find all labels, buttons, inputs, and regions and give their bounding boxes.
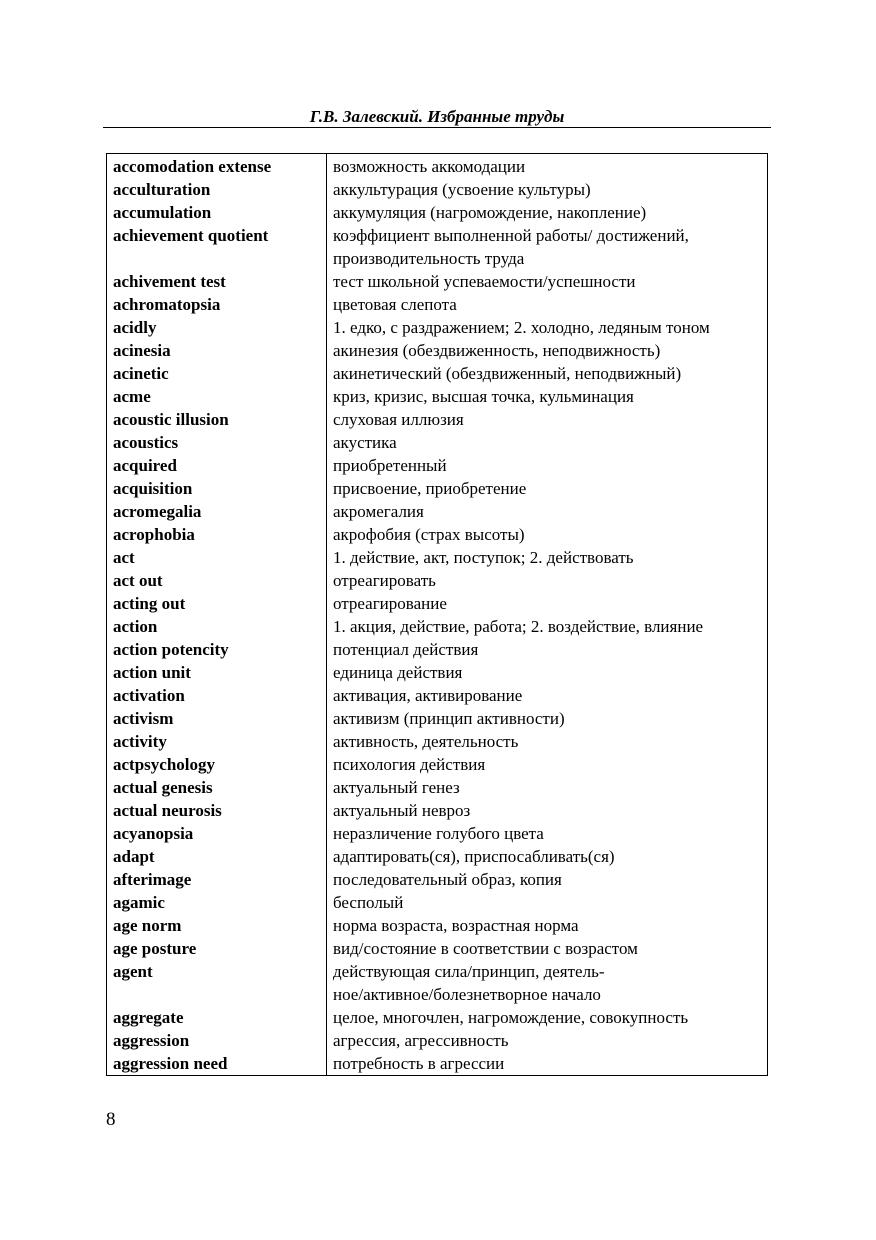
translation-line: 1. действие, акт, поступок; 2. действовать [333,548,634,567]
glossary-row [107,1052,768,1076]
glossary-translation [327,638,768,661]
glossary-row [107,684,768,707]
glossary-translation [327,822,768,845]
glossary-term: acoustics [107,431,327,454]
header-rule [103,127,771,128]
glossary-row [107,408,768,431]
glossary-translation [327,868,768,891]
glossary-translation [327,270,768,293]
glossary-row [107,960,768,1006]
glossary-row [107,1029,768,1052]
translation-line: неразличение голубого цвета [333,824,544,843]
glossary-term: achromatopsia [107,293,327,316]
glossary-translation [327,845,768,868]
translation-line: адаптировать(ся), приспосабливать(ся) [333,847,615,866]
glossary-translation [327,362,768,385]
glossary-row [107,753,768,776]
glossary-term: accomodation extense [107,154,327,179]
glossary-translation [327,154,768,179]
glossary-term: agamic [107,891,327,914]
translation-line: акинезия (обездвиженность, неподвижность) [333,341,661,360]
glossary-translation [327,730,768,753]
page-number: 8 [106,1109,116,1130]
translation-line: 1. едко, с раздражением; 2. холодно, ледяным тоном [333,318,710,337]
translation-line: присвоение, приобретение [333,479,527,498]
glossary-row [107,592,768,615]
glossary-row [107,316,768,339]
glossary-row [107,201,768,224]
translation-line: акрофобия (страх высоты) [333,525,525,544]
glossary-term: action [107,615,327,638]
glossary-translation [327,546,768,569]
translation-line: акромегалия [333,502,424,521]
translation-line: агрессия, агрессивность [333,1031,509,1050]
glossary-translation [327,776,768,799]
glossary-term: act [107,546,327,569]
glossary-row [107,523,768,546]
translation-line: вид/состояние в соответствии с возрастом [333,939,638,958]
glossary-translation [327,753,768,776]
glossary-translation [327,523,768,546]
glossary-translation [327,431,768,454]
glossary-translation [327,408,768,431]
glossary-row [107,500,768,523]
glossary-translation [327,339,768,362]
glossary-translation [327,960,768,1006]
glossary-row [107,914,768,937]
glossary-term: age posture [107,937,327,960]
translation-line: аккультурация (усвоение культуры) [333,180,591,199]
glossary-translation [327,937,768,960]
glossary-row [107,799,768,822]
glossary-term: achievement quotient [107,224,327,270]
glossary-term: aggression need [107,1052,327,1076]
glossary-row [107,707,768,730]
glossary-row [107,730,768,753]
glossary-row [107,224,768,270]
translation-line: слуховая иллюзия [333,410,464,429]
glossary-row [107,477,768,500]
glossary-row [107,293,768,316]
translation-line: целое, многочлен, нагромождение, совокупность [333,1008,689,1027]
glossary-term: actual neurosis [107,799,327,822]
glossary-body [107,154,768,1076]
translation-line: потребность в агрессии [333,1054,505,1073]
glossary-term: acyanopsia [107,822,327,845]
glossary-row [107,454,768,477]
translation-line: акустика [333,433,397,452]
glossary-row [107,868,768,891]
glossary-row [107,569,768,592]
translation-line: 1. акция, действие, работа; 2. воздействие, влияние [333,617,704,636]
glossary-term: acquired [107,454,327,477]
glossary-translation [327,914,768,937]
glossary-row [107,431,768,454]
translation-line: активность, деятельность [333,732,519,751]
glossary-term: achivement test [107,270,327,293]
translation-line: активация, активирование [333,686,523,705]
glossary-term: accumulation [107,201,327,224]
glossary-term: act out [107,569,327,592]
glossary-translation [327,684,768,707]
glossary-row [107,362,768,385]
glossary-row [107,178,768,201]
glossary-translation [327,615,768,638]
translation-line: активизм (принцип активности) [333,709,565,728]
glossary-term: acrophobia [107,523,327,546]
glossary-term: agent [107,960,327,1006]
glossary-term: acinesia [107,339,327,362]
translation-line: актуальный генез [333,778,460,797]
glossary-term: acculturation [107,178,327,201]
translation-line-continued: ное/активное/болезнетворное начало [333,985,601,1004]
translation-line: единица действия [333,663,463,682]
glossary-translation [327,661,768,684]
translation-line: отреагировать [333,571,436,590]
glossary-row [107,154,768,179]
translation-line: действующая сила/принцип, деятель- [333,962,605,981]
glossary-translation [327,293,768,316]
glossary-table [106,153,768,1076]
glossary-term: action potencity [107,638,327,661]
glossary-row [107,661,768,684]
glossary-term: acidly [107,316,327,339]
glossary-term: activity [107,730,327,753]
glossary-term: activation [107,684,327,707]
translation-line: приобретенный [333,456,447,475]
translation-line: акинетический (обездвиженный, неподвижный) [333,364,682,383]
translation-line: возможность аккомодации [333,157,526,176]
translation-line: аккумуляция (нагромождение, накопление) [333,203,647,222]
glossary-row [107,845,768,868]
glossary-translation [327,454,768,477]
glossary-row [107,385,768,408]
glossary-translation [327,1029,768,1052]
glossary-term: aggregate [107,1006,327,1029]
translation-line: цветовая слепота [333,295,457,314]
glossary-translation [327,500,768,523]
glossary-row [107,638,768,661]
glossary-translation [327,891,768,914]
glossary-term: acquisition [107,477,327,500]
glossary-row [107,937,768,960]
glossary-term: acinetic [107,362,327,385]
glossary-row [107,339,768,362]
glossary-term: actpsychology [107,753,327,776]
glossary-translation [327,1052,768,1076]
running-header: Г.В. Залевский. Избранные труды [309,107,565,126]
glossary-row [107,546,768,569]
glossary-term: action unit [107,661,327,684]
translation-line: психология действия [333,755,486,774]
translation-line: бесполый [333,893,404,912]
translation-line: последовательный образ, копия [333,870,562,889]
glossary-term: aggression [107,1029,327,1052]
glossary-translation [327,707,768,730]
glossary-term: acromegalia [107,500,327,523]
glossary-row [107,270,768,293]
glossary-translation [327,569,768,592]
translation-line: тест школьной успеваемости/успешности [333,272,636,291]
glossary-row [107,615,768,638]
translation-line: актуальный невроз [333,801,471,820]
glossary-translation [327,799,768,822]
translation-line: криз, кризис, высшая точка, кульминация [333,387,634,406]
glossary-row [107,776,768,799]
glossary-term: actual genesis [107,776,327,799]
glossary-translation [327,1006,768,1029]
glossary-translation [327,201,768,224]
glossary-translation [327,385,768,408]
glossary-translation [327,224,768,270]
glossary-row [107,822,768,845]
translation-line: коэффициент выполненной работы/ достижений, [333,226,689,245]
translation-line: отреагирование [333,594,447,613]
glossary-term: acoustic illusion [107,408,327,431]
glossary-term: activism [107,707,327,730]
glossary-translation [327,477,768,500]
glossary-translation [327,316,768,339]
glossary-translation [327,592,768,615]
glossary-row [107,891,768,914]
glossary-term: afterimage [107,868,327,891]
translation-line-continued: производительность труда [333,249,525,268]
translation-line: норма возраста, возрастная норма [333,916,579,935]
translation-line: потенциал действия [333,640,479,659]
glossary-row [107,1006,768,1029]
glossary-term: age norm [107,914,327,937]
glossary-term: acting out [107,592,327,615]
glossary-translation [327,178,768,201]
glossary-term: adapt [107,845,327,868]
glossary-term: acme [107,385,327,408]
